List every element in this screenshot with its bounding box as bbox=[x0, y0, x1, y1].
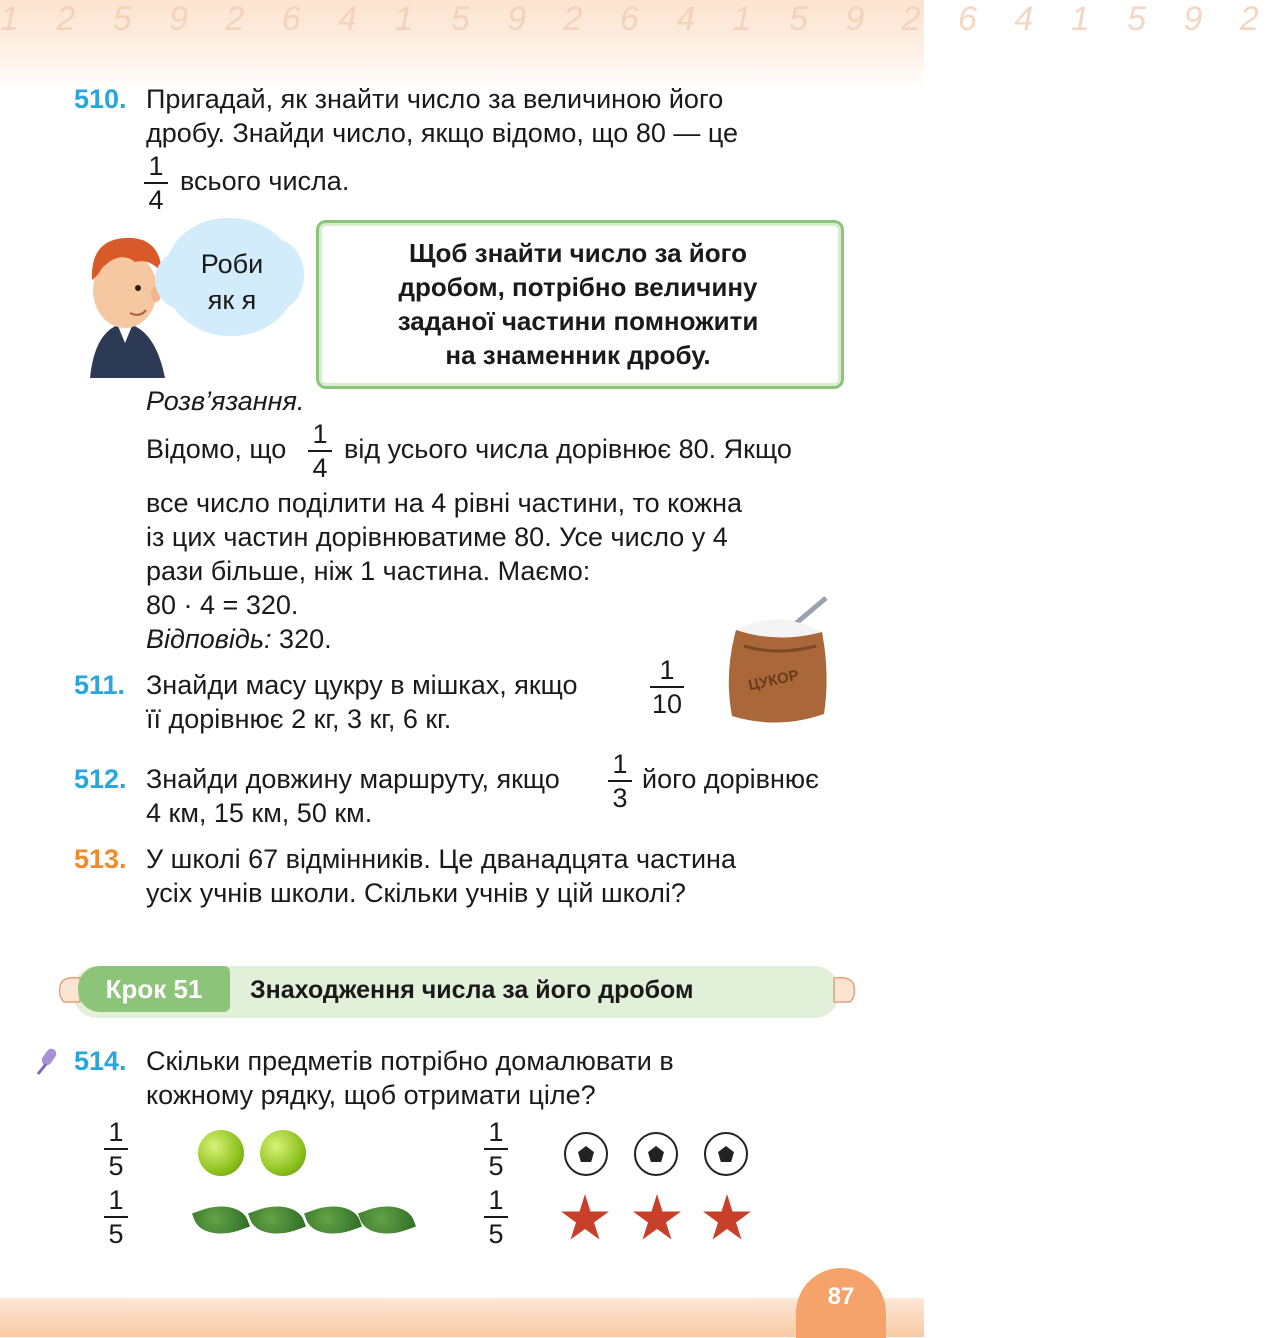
rule-line2: дробом, потрібно величину bbox=[398, 272, 758, 302]
fraction-numerator: 1 bbox=[488, 1185, 504, 1215]
page-number: 87 bbox=[796, 1268, 886, 1338]
fraction-denominator: 3 bbox=[612, 783, 628, 813]
bubble-line1: Роби bbox=[200, 249, 264, 279]
fraction-denominator: 4 bbox=[312, 453, 328, 483]
fraction-bar bbox=[308, 450, 332, 452]
fraction-numerator: 1 bbox=[488, 1117, 504, 1147]
apple-icon bbox=[198, 1130, 244, 1176]
exercise-513-line2: усіх учнів школи. Скільки учнів у цій школі? bbox=[146, 878, 686, 908]
apple-icon bbox=[260, 1130, 306, 1176]
rule-line4: на знаменник дробу. bbox=[445, 340, 711, 370]
sack-label: ЦУКОР bbox=[746, 666, 801, 695]
bottom-decoration bbox=[0, 1298, 924, 1337]
fraction-1-4 bbox=[308, 420, 332, 482]
exercise-512-line1-start: Знайди довжину маршруту, якщо bbox=[146, 764, 560, 794]
solution-line2: все число поділити на 4 рівні частини, то кожна bbox=[146, 488, 743, 518]
exercise-510-line2: дробу. Знайди число, якщо відомо, що 80 — це bbox=[146, 118, 739, 148]
fraction-1-10 bbox=[650, 656, 684, 718]
exercise-512-line2: 4 км, 15 км, 50 км. bbox=[146, 798, 373, 828]
starfish-icon bbox=[560, 1194, 610, 1244]
solution-line5: 80 · 4 = 320. bbox=[146, 590, 299, 620]
sugar-sack-illustration bbox=[718, 594, 838, 730]
boy-illustration bbox=[80, 228, 170, 378]
fraction-denominator: 5 bbox=[488, 1219, 504, 1249]
fraction-numerator: 1 bbox=[108, 1117, 124, 1147]
rule-text bbox=[330, 236, 826, 372]
exercise-514-line1: Скільки предметів потрібно домалювати в bbox=[146, 1046, 674, 1076]
soccer-ball-icon bbox=[704, 1132, 748, 1176]
exercise-510-line1: Пригадай, як знайти число за величиною його bbox=[146, 84, 724, 114]
leaf-icon bbox=[192, 1196, 250, 1243]
leaf-icon bbox=[248, 1196, 306, 1243]
rule-line1: Щоб знайти число за його bbox=[409, 238, 747, 268]
fraction-denominator: 5 bbox=[488, 1151, 504, 1181]
step-label: Крок 51 bbox=[78, 966, 230, 1012]
solution-line1-start: Відомо, що bbox=[146, 434, 287, 464]
solution-line1-end: від усього числа дорівнює 80. Якщо bbox=[344, 434, 792, 464]
exercise-number-514: 514. bbox=[74, 1046, 127, 1076]
solution-line4: рази більше, ніж 1 частина. Маємо: bbox=[146, 556, 591, 586]
fraction-1-5-apples bbox=[104, 1118, 128, 1180]
microphone-icon bbox=[30, 1044, 66, 1080]
rule-line3: заданої частини помножити bbox=[397, 306, 759, 336]
fraction-1-5-balls bbox=[484, 1118, 508, 1180]
bubble-line2: як я bbox=[207, 285, 257, 315]
exercise-number-513: 513. bbox=[74, 844, 127, 874]
exercise-number-511: 511. bbox=[74, 670, 126, 700]
solution-answer bbox=[146, 622, 332, 656]
fraction-bar bbox=[484, 1148, 508, 1150]
fraction-denominator: 4 bbox=[148, 185, 164, 215]
leaf-icon bbox=[304, 1196, 362, 1243]
solution-line3: із цих частин дорівнюватиме 80. Усе число у 4 bbox=[146, 522, 728, 552]
top-digits-pattern: 1 2 5 9 2 6 4 1 5 9 2 6 4 1 5 9 2 6 4 1 5 9 2 bbox=[0, 0, 1273, 38]
exercise-510-line3: всього числа. bbox=[180, 166, 350, 196]
fraction-numerator: 1 bbox=[312, 419, 328, 449]
fraction-numerator: 1 bbox=[108, 1185, 124, 1215]
exercise-number-512: 512. bbox=[74, 764, 127, 794]
exercise-number-510: 510. bbox=[74, 84, 127, 114]
fraction-bar bbox=[608, 780, 632, 782]
fraction-numerator: 1 bbox=[612, 749, 628, 779]
exercise-514-line2: кожному рядку, щоб отримати ціле? bbox=[146, 1080, 596, 1110]
fraction-bar bbox=[104, 1148, 128, 1150]
answer-label: Відповідь: bbox=[146, 624, 272, 654]
fraction-numerator: 1 bbox=[148, 151, 164, 181]
fraction-bar bbox=[104, 1216, 128, 1218]
fraction-denominator: 5 bbox=[108, 1151, 124, 1181]
leaf-icon bbox=[358, 1196, 416, 1243]
exercise-511-line1: Знайди масу цукру в мішках, якщо bbox=[146, 670, 578, 700]
exercise-512-line1-end: його дорівнює bbox=[642, 764, 819, 794]
soccer-ball-icon bbox=[564, 1132, 608, 1176]
fraction-1-4 bbox=[144, 152, 168, 214]
fraction-bar bbox=[484, 1216, 508, 1218]
starfish-icon bbox=[632, 1194, 682, 1244]
exercise-511-line2: її дорівнює 2 кг, 3 кг, 6 кг. bbox=[146, 704, 452, 734]
exercise-513-line1: У школі 67 відмінників. Це дванадцята частина bbox=[146, 844, 736, 874]
fraction-bar bbox=[650, 686, 684, 688]
soccer-ball-icon bbox=[634, 1132, 678, 1176]
fraction-denominator: 10 bbox=[651, 689, 683, 719]
answer-value: 320. bbox=[279, 624, 332, 654]
fraction-bar bbox=[144, 182, 168, 184]
starfish-icon bbox=[702, 1194, 752, 1244]
speech-bubble-text bbox=[170, 246, 294, 318]
step-title: Знаходження числа за його дробом bbox=[250, 976, 694, 1004]
fraction-1-5-stars bbox=[484, 1186, 508, 1248]
fraction-denominator: 5 bbox=[108, 1219, 124, 1249]
fraction-1-3 bbox=[608, 750, 632, 812]
fraction-numerator: 1 bbox=[659, 655, 675, 685]
solution-heading: Розв’язання. bbox=[146, 386, 305, 416]
fraction-1-5-leaves bbox=[104, 1186, 128, 1248]
hand-right-icon bbox=[832, 972, 858, 1008]
